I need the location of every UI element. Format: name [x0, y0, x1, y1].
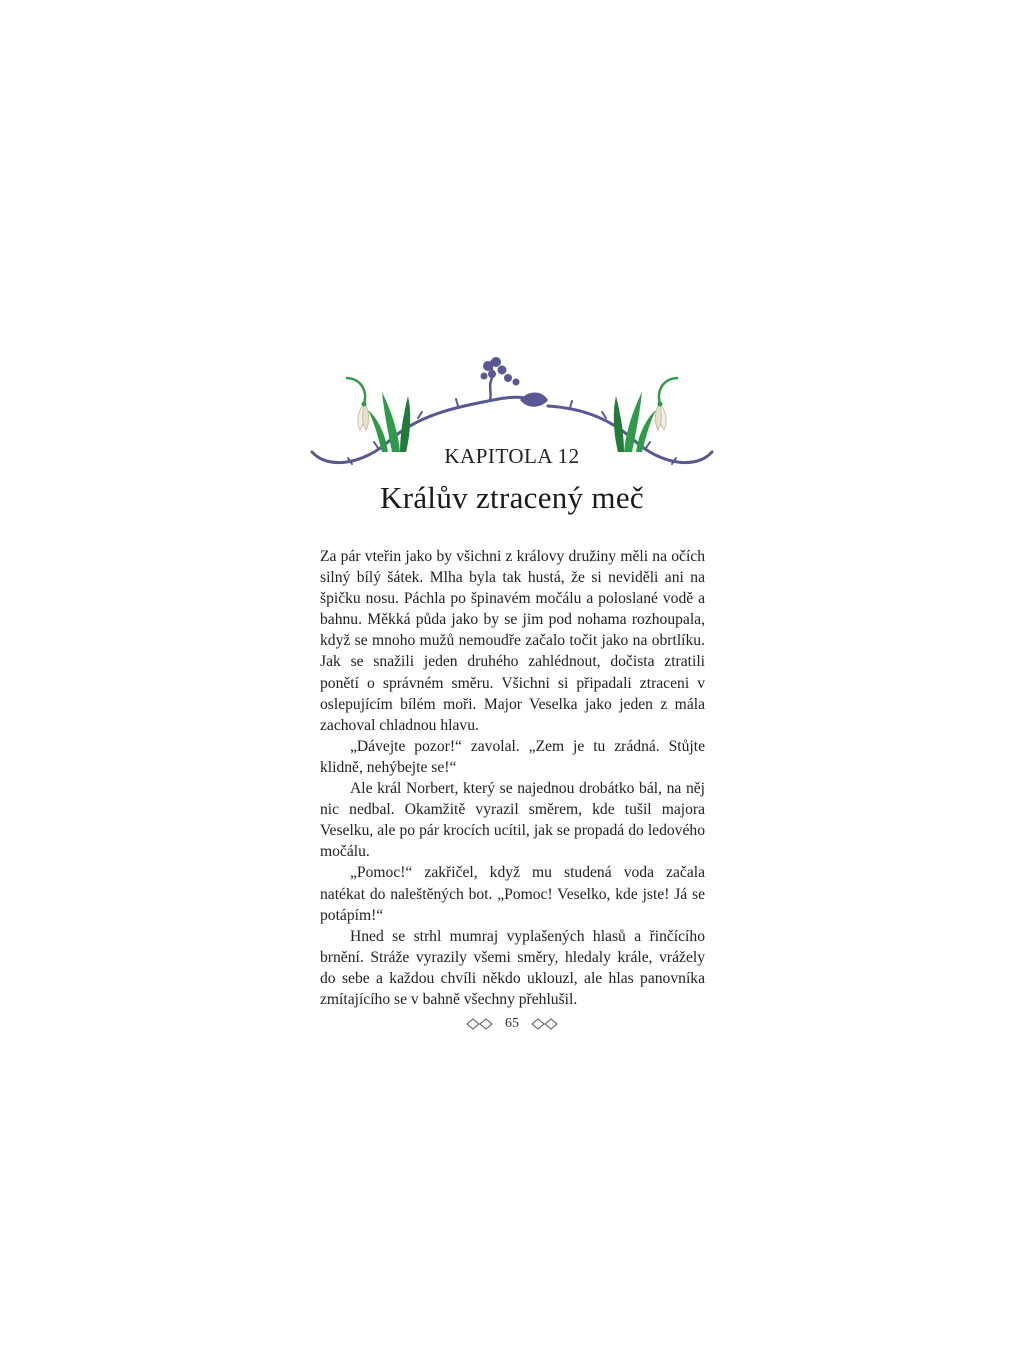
paragraph: „Dávejte pozor!“ zavolal. „Zem je tu zrádná. Stůjte klidně, nehýbejte se!“ — [320, 737, 705, 776]
chapter-title: Králův ztracený meč — [380, 480, 644, 515]
double-diamond-icon — [531, 1018, 559, 1030]
page-footer — [0, 1016, 1024, 1032]
double-diamond-icon — [466, 1018, 494, 1030]
page-number: 65 — [505, 1016, 519, 1031]
body-text — [320, 546, 705, 1010]
paragraph: Za pár vteřin jako by všichni z královy družiny měli na očích silný bílý šátek. Mlha byla tak hustá, že si neviděli ani na špičku nosu. Páchla po špinavém močálu a poloslané vodě a bahnu. Měkká půda jako by se jim pod nohama rozhoupala, když se mnoho mužů nemoudře začalo točit jako na obrtlíku. Jak se snažili jeden druhého zahlédnout, dočista ztratili ponětí o správném směru. Všichni si připadali ztraceni v oslepujícím bílém moři. Major Veselka jako jeden z mála zachoval chladnou hlavu. — [320, 548, 705, 734]
paragraph: „Pomoc!“ zakřičel, když mu studená voda začala natékat do naleštěných bot. „Pomoc! Veselko, kde jste! Já se potápím!“ — [320, 864, 705, 924]
paragraph: Hned se strhl mumraj vyplašených hlasů a řinčícího brnění. Stráže vyrazily všemi směry, hledaly krále, vrážely do sebe a každou chvíli někdo uklouzl, ale hlas panovníka zmítajícího se v bahně všechny přehlušil. — [320, 927, 705, 1008]
paragraph: Ale král Norbert, který se najednou drobátko bál, na něj nic nedbal. Okamžitě vyrazil směrem, kde tušil majora Veselku, ale po pár krocích ucítil, jak se propadá do ledového močálu. — [320, 780, 705, 861]
chapter-label: KAPITOLA 12 — [444, 444, 580, 468]
